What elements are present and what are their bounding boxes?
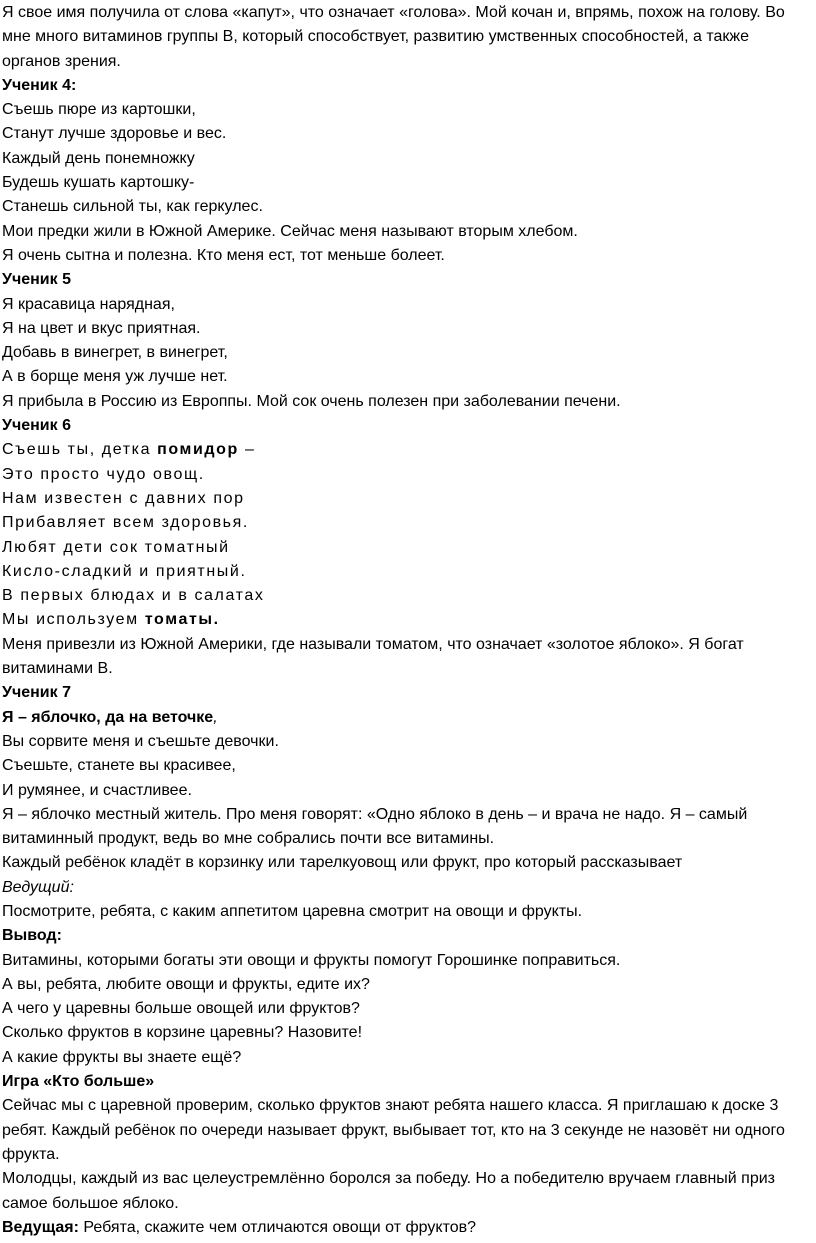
verse-line: Вы сорвите меня и съешьте девочки. [2,732,279,750]
question-line: А вы, ребята, любите овощи и фрукты, едите их? [2,975,370,993]
verse-line: И румянее, и счастливее. [2,781,192,799]
verse-line: Съешьте, станете вы красивее, [2,757,236,775]
heading-student-5: Ученик 5 [2,271,71,289]
verse-bold-word: томаты. [144,611,220,629]
verse-line: В первых блюдах и в салатах [2,587,265,605]
verse-line: Это просто чудо овощ. [2,465,205,483]
verse-line: Кисло-сладкий и приятный. [2,562,247,580]
verse-text: Съешь ты, детка [2,441,158,459]
paragraph-potato: Мои предки жили в Южной Америке. Сейчас меня называют вторым хлебом. [2,222,578,240]
paragraph-winner: Молодцы, каждый из вас целеустремлённо боролся за победу. Но а победителю вручаем главный приз самое большое яблоко. [2,1170,775,1212]
heading-game: Игра «Кто больше» [2,1073,155,1091]
verse-line: Нам известен с давних пор [2,489,245,507]
paragraph-conclusion: Витамины, которыми богаты эти овощи и фрукты помогут Горошинке поправиться. [2,951,621,969]
verse-text: , [213,708,218,726]
verse-line: Любят дети сок томатный [2,538,230,556]
paragraph-beet: Я прибыла в Россию из Европпы. Мой сок очень полезен при заболевании печени. [2,392,621,410]
verse-line [2,608,816,632]
verse-line: Прибавляет всем здоровья. [2,514,249,532]
paragraph-apple: Я – яблочко местный житель. Про меня говорят: «Одно яблоко в день – и врача не надо. Я – самый витаминный продукт, ведь во мне собрались почти все витамины. [2,805,748,848]
paragraph-tomato: Меня привезли из Южной Америки, где называли томатом, что означает «золотое яблоко». Я богат витаминами В. [2,635,744,678]
verse-line: А в борще меня уж лучше нет. [2,368,228,386]
paragraph-host-speech: Посмотрите, ребята, с каким аппетитом царевна смотрит на овощи и фрукты. [2,902,583,920]
paragraph-game-rules: Сейчас мы с царевной проверим, сколько фруктов знают ребята нашего класса. Я приглашаю к доске 3 ребят. Каждый ребёнок по очереди называет фрукт, выбывает тот, кто на 3 секунде не назовёт ни одного фрукта. [2,1097,785,1163]
verse-line: Я красавица нарядная, [2,295,175,313]
paragraph-potato: Я очень сытна и полезна. Кто меня ест, тот меньше болеет. [2,246,445,264]
verse-line [2,706,816,730]
verse-line: Добавь в винегрет, в винегрет, [2,344,228,362]
heading-student-6: Ученик 6 [2,417,71,435]
verse-text: Мы используем [2,611,145,629]
question-line: Сколько фруктов в корзине царевны? Назовите! [2,1024,363,1042]
verse-line: Станешь сильной ты, как геркулес. [2,198,263,216]
verse-line: Съешь пюре из картошки, [2,101,196,119]
heading-student-4: Ученик 4: [2,76,77,94]
heading-student-7: Ученик 7 [2,684,71,702]
question-line: А какие фрукты вы знаете ещё? [2,1048,242,1066]
verse-line [2,438,816,462]
paragraph-cabbage: Я свое имя получила от слова «капут», что означает «голова». Мой кочан и, впрямь, похож на голову. Во мне много витаминов группы В, который способствует, развитию умственных способностей, а также органов зрения. [2,4,785,70]
verse-line: Я на цвет и вкус приятная. [2,319,201,337]
question-line: А чего у царевны больше овощей или фруктов? [2,1000,360,1018]
verse-line: Станут лучше здоровье и вес. [2,125,227,143]
verse-text: – [238,441,256,459]
verse-line: Будешь кушать картошку- [2,174,195,192]
verse-bold-line: Я – яблочко, да на веточке [2,708,214,726]
paragraph-host-question [2,1216,816,1240]
question-text: Ребята, скажите чем отличаются овощи от фруктов? [78,1218,477,1236]
paragraph-instruction: Каждый ребёнок кладёт в корзинку или тарелкуовощ или фрукт, про который рассказывает [2,854,683,872]
heading-conclusion: Вывод: [2,927,62,945]
verse-line: Каждый день понемножку [2,149,195,167]
label-host: Ведущий: [2,878,74,896]
verse-bold-word: помидор [157,441,239,459]
label-host-female: Ведущая: [2,1218,79,1236]
